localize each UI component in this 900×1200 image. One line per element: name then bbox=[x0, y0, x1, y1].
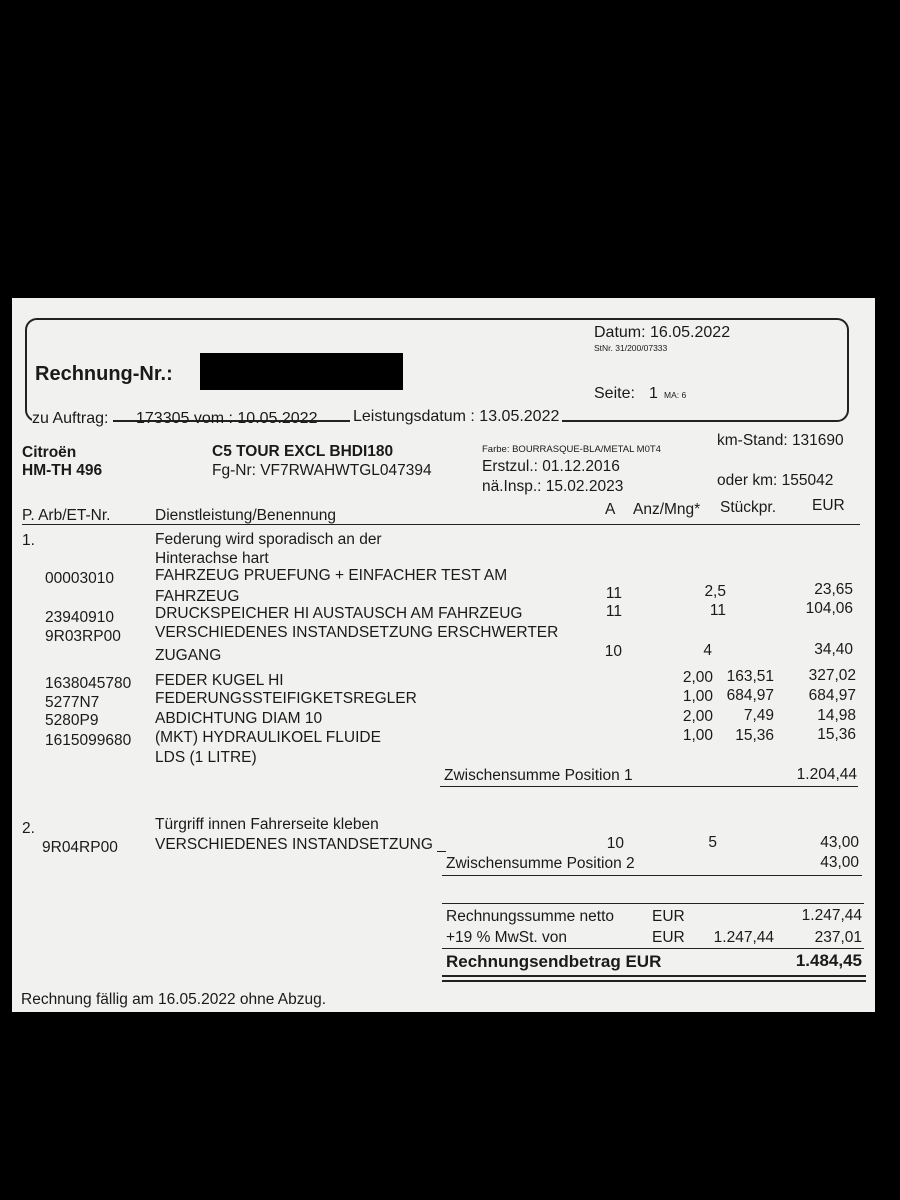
position-note: Türgriff innen Fahrerseite kleben bbox=[155, 816, 379, 833]
item-desc: VERSCHIEDENES INSTANDSETZUNG _ bbox=[155, 836, 446, 853]
page-label: Seite: bbox=[594, 385, 635, 402]
item-qty: 1,00 bbox=[682, 688, 713, 705]
item-desc: DRUCKSPEICHER HI AUSTAUSCH AM FAHRZEUG bbox=[155, 605, 523, 622]
item-a: 11 bbox=[605, 603, 622, 620]
vehicle-vin: Fg-Nr: VF7RWAHWTGL047394 bbox=[212, 462, 432, 479]
final-rule-2 bbox=[442, 980, 866, 982]
item-code: 5277N7 bbox=[45, 694, 100, 711]
first-registration: Erstzul.: 01.12.2016 bbox=[482, 458, 620, 475]
item-desc: FAHRZEUG PRUEFUNG + EINFACHER TEST AM bbox=[155, 567, 508, 584]
item-a: 11 bbox=[605, 585, 622, 602]
net-total-currency: EUR bbox=[652, 908, 685, 925]
vat-rule bbox=[442, 948, 864, 949]
invoice-number-label: Rechnung-Nr.: bbox=[35, 363, 173, 385]
item-code: 9R03RP00 bbox=[45, 628, 121, 645]
service-date: Leistungsdatum : 13.05.2022 bbox=[350, 408, 562, 426]
col-unit: Stückpr. bbox=[720, 499, 776, 516]
net-total-label: Rechnungssumme netto bbox=[446, 908, 615, 925]
item-eur: 104,06 bbox=[805, 600, 853, 617]
item-qty: 2,5 bbox=[704, 583, 726, 600]
final-rule-1 bbox=[442, 975, 866, 977]
final-total-label: Rechnungsendbetrag EUR bbox=[446, 952, 662, 971]
item-unit-price: 163,51 bbox=[726, 668, 774, 685]
col-pos: P. Arb/ET-Nr. bbox=[22, 507, 111, 524]
item-qty: 4 bbox=[703, 642, 712, 659]
subtotal-label: Zwischensumme Position 1 bbox=[444, 767, 633, 784]
item-unit-price: 15,36 bbox=[735, 727, 774, 744]
subtotal-value: 43,00 bbox=[820, 854, 859, 871]
item-desc: ABDICHTUNG DIAM 10 bbox=[155, 710, 323, 727]
position-note: Hinterachse hart bbox=[155, 550, 269, 567]
next-inspection: nä.Insp.: 15.02.2023 bbox=[482, 478, 624, 495]
item-qty: 2,00 bbox=[682, 708, 713, 725]
item-eur: 327,02 bbox=[808, 667, 856, 684]
subtotal-label: Zwischensumme Position 2 bbox=[446, 855, 635, 872]
col-desc: Dienstleistung/Benennung bbox=[155, 507, 336, 524]
item-desc: FEDER KUGEL HI bbox=[155, 672, 284, 689]
col-qty: Anz/Mng* bbox=[633, 501, 701, 518]
item-qty: 11 bbox=[709, 602, 726, 619]
vat-value: 237,01 bbox=[814, 929, 862, 946]
vat-base: 1.247,44 bbox=[713, 929, 774, 946]
order-value: 173305 vom : 10.05.2022 bbox=[136, 410, 318, 427]
vehicle-color: Farbe: BOURRASQUE-BLA/METAL M0T4 bbox=[482, 444, 661, 455]
item-desc: ZUGANG bbox=[155, 647, 222, 664]
col-eur: EUR bbox=[812, 497, 845, 514]
item-code: 23940910 bbox=[45, 609, 114, 626]
oder-km: oder km: 155042 bbox=[717, 472, 834, 489]
item-eur: 14,98 bbox=[817, 707, 856, 724]
item-eur: 43,00 bbox=[820, 834, 859, 851]
col-a: A bbox=[605, 501, 616, 518]
subtotal-value: 1.204,44 bbox=[796, 766, 857, 783]
item-code: 5280P9 bbox=[45, 712, 99, 729]
item-unit-price: 7,49 bbox=[743, 707, 774, 724]
invoice-paper bbox=[12, 298, 875, 1012]
vehicle-model: C5 TOUR EXCL BHDI180 bbox=[212, 443, 394, 460]
redacted-invoice-number bbox=[200, 353, 403, 390]
item-desc: (MKT) HYDRAULIKOEL FLUIDE bbox=[155, 729, 381, 746]
final-total-value: 1.484,45 bbox=[795, 951, 862, 970]
item-eur: 15,36 bbox=[817, 726, 856, 743]
position-note: Federung wird sporadisch an der bbox=[155, 531, 382, 548]
vehicle-plate: HM-TH 496 bbox=[22, 462, 103, 479]
position-number: 2. bbox=[22, 820, 35, 837]
item-qty: 1,00 bbox=[682, 727, 713, 744]
item-eur: 684,97 bbox=[808, 687, 856, 704]
net-total-value: 1.247,44 bbox=[801, 907, 862, 924]
item-code: 00003010 bbox=[45, 570, 114, 587]
item-desc: VERSCHIEDENES INSTANDSETZUNG ERSCHWERTER bbox=[155, 624, 559, 641]
item-qty: 5 bbox=[708, 834, 717, 851]
item-desc: LDS (1 LITRE) bbox=[155, 749, 257, 766]
item-unit-price: 684,97 bbox=[726, 687, 774, 704]
ma-code: MA: 6 bbox=[664, 390, 687, 400]
item-desc: FEDERUNGSSTEIFIGKETSREGLER bbox=[155, 690, 417, 707]
vehicle-brand: Citroën bbox=[22, 444, 77, 461]
item-eur: 23,65 bbox=[814, 581, 853, 598]
tax-number: StNr. 31/200/07333 bbox=[594, 343, 668, 353]
item-eur: 34,40 bbox=[814, 641, 853, 658]
page-number: 1 bbox=[649, 385, 658, 402]
subtotal-rule bbox=[440, 786, 858, 787]
item-a: 10 bbox=[606, 835, 624, 852]
subtotal-rule bbox=[442, 875, 862, 876]
item-code: 1615099680 bbox=[45, 732, 132, 749]
km-stand: km-Stand: 131690 bbox=[717, 432, 844, 449]
item-code: 1638045780 bbox=[45, 675, 132, 692]
totals-rule bbox=[442, 903, 864, 904]
invoice-date: Datum: 16.05.2022 bbox=[594, 324, 731, 341]
vat-label: +19 % MwSt. von bbox=[446, 929, 568, 946]
item-qty: 2,00 bbox=[682, 669, 713, 686]
item-a: 10 bbox=[604, 643, 622, 660]
item-desc: FAHRZEUG bbox=[155, 588, 240, 605]
vat-currency: EUR bbox=[652, 929, 685, 946]
order-label: zu Auftrag: bbox=[32, 410, 113, 428]
header-rule bbox=[22, 524, 860, 525]
position-number: 1. bbox=[22, 532, 35, 549]
item-code: 9R04RP00 bbox=[42, 839, 118, 856]
payment-terms: Rechnung fällig am 16.05.2022 ohne Abzug. bbox=[21, 991, 327, 1008]
